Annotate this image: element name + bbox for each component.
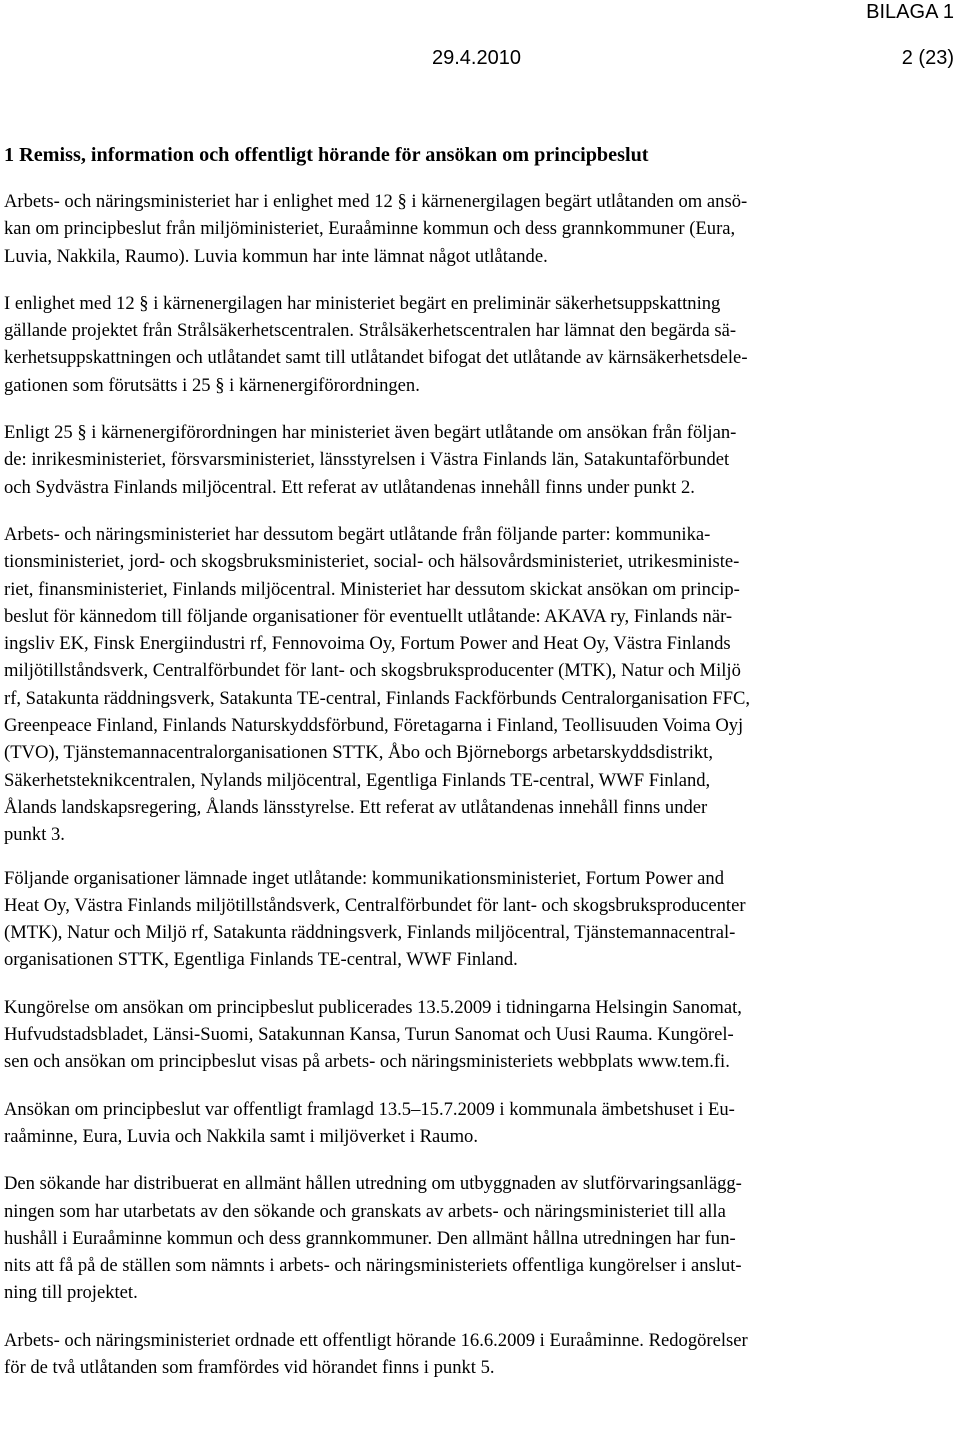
paragraph-line: kan om principbeslut från miljöministeriet, Euraåminne kommun och dess grannkommuner (Eura,: [4, 218, 736, 240]
paragraph: [4, 1327, 956, 1382]
paragraph: [4, 188, 956, 270]
paragraph: [4, 290, 956, 399]
paragraph-line: miljötillståndsverk, Centralförbundet för lant- och skogsbruksproducenter (MTK), Natur och Miljö: [4, 660, 741, 682]
paragraph-line: Arbets- och näringsministeriet ordnade ett offentligt hörande 16.6.2009 i Euraåminne. Redogörelser: [4, 1329, 748, 1351]
paragraph: [4, 521, 956, 849]
paragraph-line: de: inrikesministeriet, försvarsministeriet, länsstyrelsen i Västra Finlands län, Satakuntaförbundet: [4, 449, 730, 471]
paragraph-line: ningen som har utarbetats av den sökande och granskats av arbets- och näringsministeriet till alla: [4, 1200, 726, 1222]
paragraph: [4, 1096, 956, 1151]
paragraph-line: nits att få på de ställen som nämnts i arbets- och näringsministeriets offentliga kungörelser i anslut-: [4, 1255, 742, 1277]
paragraph-line: Hufvudstadsbladet, Länsi-Suomi, Satakunnan Kansa, Turun Sanomat och Uusi Rauma. Kungörel-: [4, 1024, 734, 1046]
paragraph-line: gationen som förutsätts i 25 § i kärnenergiförordningen.: [4, 374, 420, 396]
paragraph-line: kerhetsuppskattningen och utlåtandet samt till utlåtandet bifogat det utlåtande av kärnsäkerhetsdele-: [4, 347, 748, 369]
paragraph: [4, 865, 956, 974]
paragraph-line: Ålands landskapsregering, Ålands länsstyrelse. Ett referat av utlåtandenas innehåll finns under: [4, 796, 708, 818]
paragraph-line: rf, Satakunta räddningsverk, Satakunta TE-central, Finlands Fackförbunds Centralorganisation FFC,: [4, 687, 751, 709]
paragraph-line: ning till projektet.: [4, 1282, 138, 1304]
paragraph-line: Arbets- och näringsministeriet har i enlighet med 12 § i kärnenergilagen begärt utlåtanden om ansö-: [4, 191, 748, 212]
paragraph-line: Arbets- och näringsministeriet har dessutom begärt utlåtande från följande parter: kommunika-: [4, 523, 711, 545]
paragraph: [4, 1170, 956, 1306]
paragraph-line: Kungörelse om ansökan om principbeslut publicerades 13.5.2009 i tidningarna Helsingin Sanomat,: [4, 996, 742, 1018]
paragraph-line: Luvia, Nakkila, Raumo). Luvia kommun har inte lämnat något utlåtande.: [4, 245, 548, 267]
paragraph-line: raåminne, Eura, Luvia och Nakkila samt i miljöverket i Raumo.: [4, 1125, 479, 1147]
paragraph-line: Ansökan om principbeslut var offentligt framlagd 13.5–15.7.2009 i kommunala ämbetshuset i Eu-: [4, 1098, 735, 1120]
paragraph-line: organisationen STTK, Egentliga Finlands TE-central, WWF Finland.: [4, 949, 518, 971]
paragraph-line: sen och ansökan om principbeslut visas på arbets- och näringsministeriets webbplats www.tem.fi.: [4, 1051, 730, 1073]
document-body: [4, 142, 956, 1401]
paragraph-line: Greenpeace Finland, Finlands Naturskyddsförbund, Företagarna i Finland, Teollisuuden Voima Oyj: [4, 715, 744, 737]
document-date: 29.4.2010: [432, 47, 521, 69]
section-title: 1 Remiss, information och offentligt hörande för ansökan om principbeslut: [4, 144, 649, 166]
paragraph-line: riet, finansministeriet, Finlands miljöcentral. Ministeriet har dessutom skickat ansökan om princip-: [4, 578, 740, 600]
paragraph-line: (MTK), Natur och Miljö rf, Satakunta räddningsverk, Finlands miljöcentral, Tjänstemannacentral-: [4, 922, 736, 944]
paragraph: [4, 419, 956, 501]
paragraph-line: (TVO), Tjänstemannacentralorganisationen STTK, Åbo och Björneborgs arbetarskyddsdistrikt,: [4, 742, 713, 764]
paragraph-line: hushåll i Euraåminne kommun och dess grannkommuner. Den allmänt hållna utredningen har fun-: [4, 1227, 736, 1249]
paragraph-line: Den sökande har distribuerat en allmänt hållen utredning om utbyggnaden av slutförvaringsanlägg-: [4, 1173, 742, 1195]
paragraph-list: [4, 188, 956, 1381]
paragraph-line: tionsministeriet, jord- och skogsbruksministeriet, social- och hälsovårdsministeriet, utrikesministe-: [4, 551, 740, 573]
paragraph-line: ingsliv EK, Finsk Energiindustri rf, Fennovoima Oy, Fortum Power and Heat Oy, Västra Finlands: [4, 633, 731, 655]
paragraph: [4, 994, 956, 1076]
paragraph-line: I enlighet med 12 § i kärnenergilagen har ministeriet begärt en preliminär säkerhetsuppskattning: [4, 292, 721, 314]
paragraph-line: Enligt 25 § i kärnenergiförordningen har ministeriet även begärt utlåtande om ansökan från följan-: [4, 422, 737, 444]
paragraph-line: Följande organisationer lämnade inget utlåtande: kommunikationsministeriet, Fortum Power and: [4, 867, 725, 889]
paragraph-line: punkt 3.: [4, 824, 65, 846]
paragraph-line: för de två utlåtanden som framfördes vid hörandet finns i punkt 5.: [4, 1356, 495, 1378]
appendix-label: BILAGA 1: [866, 1, 954, 23]
page-number: 2 (23): [901, 47, 954, 69]
paragraph-line: gällande projektet från Strålsäkerhetscentralen. Strålsäkerhetscentralen har lämnat den begärda sä-: [4, 320, 737, 342]
paragraph-line: och Sydvästra Finlands miljöcentral. Ett referat av utlåtandenas innehåll finns under punkt 2.: [4, 476, 695, 498]
paragraph-line: Heat Oy, Västra Finlands miljötillståndsverk, Centralförbundet för lant- och skogsbruksproducenter: [4, 894, 746, 916]
paragraph-line: beslut för kännedom till följande organisationer för eventuellt utlåtande: AKAVA ry, Finlands när-: [4, 605, 733, 627]
paragraph-line: Säkerhetsteknikcentralen, Nylands miljöcentral, Egentliga Finlands TE-central, WWF Finland,: [4, 769, 711, 791]
